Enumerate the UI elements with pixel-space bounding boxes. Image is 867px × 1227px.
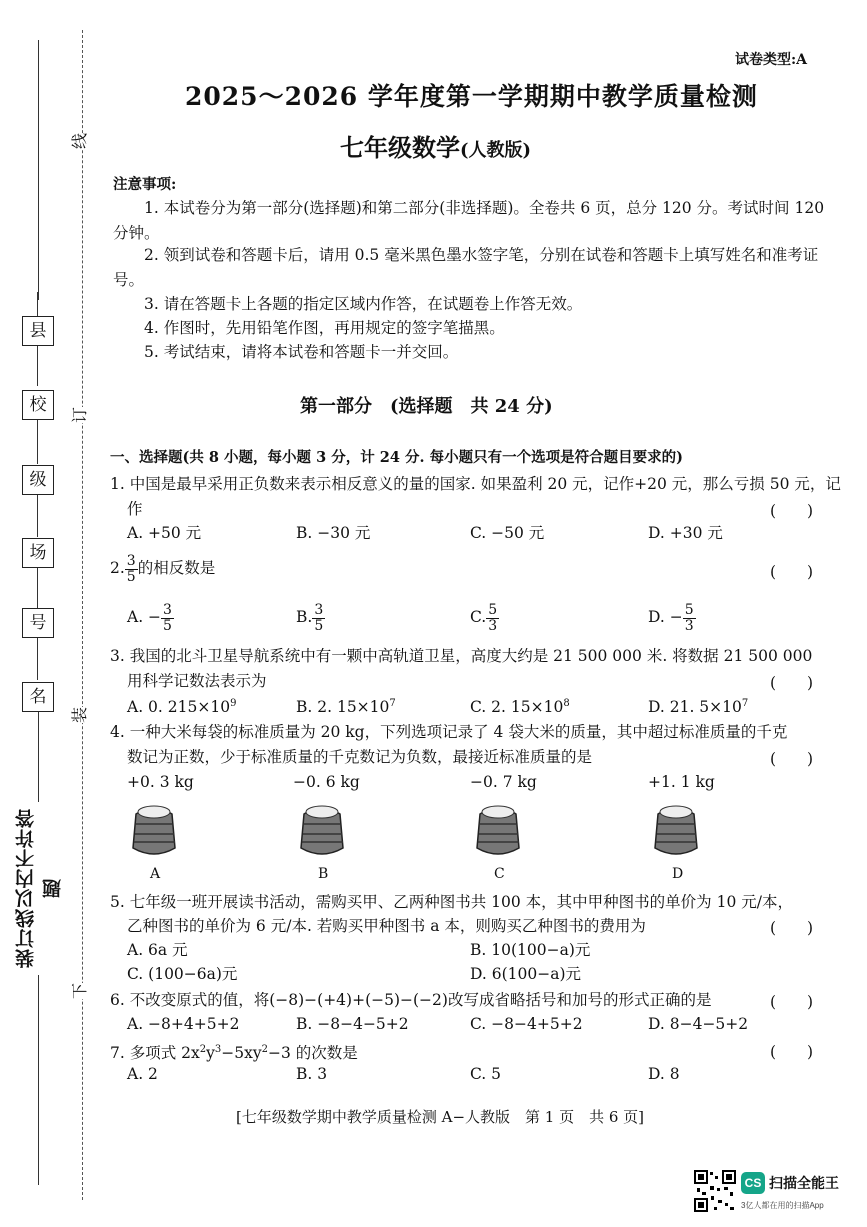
q5-stem-line2: 乙种图书的单价为 6 元/本. 若购买甲种图书 a 本，则购买乙种图书的费用为 [127, 917, 646, 935]
binding-solid-line-bottom [38, 975, 39, 1185]
note-3: 3. 请在答题卡上各题的指定区域内作答，在试题卷上作答无效。 [144, 295, 583, 313]
q7-option-b: B. 3 [296, 1065, 328, 1083]
margin-mark-zhuang: 装 [70, 706, 90, 724]
q4-weight-c: −0. 7 kg [470, 773, 537, 791]
q2-option-c-label: C. [470, 608, 487, 626]
exam-subtitle [340, 128, 531, 163]
q3-stem-line1: 3. 我国的北斗卫星导航系统中有一颗中高轨道卫星，高度大约是 21 500 000 米. 将数据 21 500 000 [110, 647, 813, 665]
q2-frac-num: 3 [126, 552, 136, 569]
rice-bag-label-b: B [318, 866, 329, 882]
q7-exp1: 2 [199, 1044, 207, 1055]
q3-option-d [648, 694, 748, 717]
note-1: 1. 本试卷分为第一部分(选择题)和第二部分(非选择题)。全卷共 6 页，总分 120 分。考试时间 120 分钟。 [113, 199, 825, 242]
q7-exp2: 3 [214, 1044, 222, 1055]
q1-option-c: C. −50 元 [470, 524, 545, 542]
section-heading: 一、选择题(共 8 小题，每小题 3 分，计 24 分. 每小题只有一个选项是符合题目要求的) [110, 449, 683, 466]
q5-stem-line1: 5. 七年级一班开展读书活动，需购买甲、乙两种图书共 100 本，其中甲种图书的单价为 10 元/本， [110, 893, 793, 911]
field-exam-room: 场 [22, 538, 54, 568]
q3-option-a [127, 694, 236, 717]
q7-stem-suffix: −3 的次数是 [268, 1044, 358, 1063]
q7-option-a: A. 2 [127, 1065, 158, 1083]
q2-option-a-label: A. − [127, 608, 162, 626]
rice-bag-image-c [474, 800, 522, 858]
q6-option-b: B. −8−4−5+2 [296, 1015, 409, 1033]
field-line [37, 568, 38, 608]
q2-option-b [296, 600, 325, 634]
q7-stem-mid1: y [206, 1044, 215, 1063]
q2-option-c-fraction [486, 603, 499, 634]
subtitle-main: 七年级数学 [340, 133, 460, 162]
q3-answer-paren: ( ) [770, 674, 814, 692]
field-line [37, 346, 38, 386]
q5-answer-paren: ( ) [770, 919, 814, 937]
part1-title: 第一部分 (选择题 共 24 分) [300, 396, 553, 417]
q2-option-b-label: B. [296, 608, 313, 626]
field-number: 号 [22, 608, 54, 638]
frac-num: 3 [314, 601, 324, 618]
margin-mark-ding: 订 [70, 406, 90, 424]
rice-bag-label-d: D [672, 866, 684, 882]
q2-stem [110, 551, 215, 585]
q6-stem: 6. 不改变原式的值，将(−8)−(+4)+(−5)−(−2)改写成省略括号和加号的形式正确的是 [110, 991, 712, 1009]
q6-answer-paren: ( ) [770, 993, 814, 1011]
field-line [37, 495, 38, 537]
q3-option-a-exp: 9 [230, 698, 237, 709]
q7-stem-mid2: −5xy [221, 1044, 262, 1063]
q2-option-c [470, 600, 499, 634]
q2-frac-den: 5 [126, 568, 136, 585]
q4-stem-line1: 4. 一种大米每袋的标准质量为 20 kg，下列选项记录了 4 袋大米的质量，其中超过标准质量的千克 [110, 723, 788, 741]
q2-number: 2. [110, 559, 125, 577]
q1-answer-paren: ( ) [770, 502, 814, 520]
q3-option-b-exp: 7 [389, 698, 396, 709]
q2-option-d-fraction [683, 603, 696, 634]
q3-option-b [296, 694, 396, 717]
frac-num: 5 [488, 601, 498, 618]
rice-bag-image-a [130, 800, 178, 858]
q2-option-d [648, 600, 696, 634]
frac-den: 5 [163, 617, 172, 634]
q5-option-b: B. 10(100−a)元 [470, 941, 591, 959]
q7-exp3: 2 [261, 1044, 268, 1055]
margin-mark-xia: 下 [70, 982, 90, 1000]
notes-heading: 注意事项: [113, 176, 177, 193]
q1-option-d: D. +30 元 [648, 524, 723, 542]
q2-option-b-fraction [312, 603, 325, 634]
q1-stem-line1: 1. 中国是最早采用正负数来表示相反意义的量的国家. 如果盈利 20 元，记作+20 元，那么亏损 50 元，记 [110, 475, 841, 493]
scanner-brand: 扫描全能王 [769, 1175, 839, 1191]
q5-option-c: C. (100−6a)元 [127, 965, 238, 983]
q3-option-c-exp: 8 [563, 698, 570, 709]
q3-option-d-base: D. 21. 5×10 [648, 698, 742, 717]
q5-option-a: A. 6a 元 [127, 941, 188, 959]
field-name: 名 [22, 682, 54, 712]
q3-option-a-base: A. 0. 215×10 [127, 698, 231, 717]
frac-num: 3 [163, 601, 172, 618]
page-footer: [七年级数学期中教学质量检测 A−人教版 第 1 页 共 6 页] [236, 1108, 645, 1126]
q3-stem-line2: 用科学记数法表示为 [127, 672, 267, 690]
q3-option-d-exp: 7 [741, 698, 749, 709]
frac-den: 5 [314, 617, 324, 634]
binding-solid-line-top [38, 40, 39, 300]
q4-weight-a: +0. 3 kg [127, 773, 194, 791]
q2-option-a-fraction [161, 603, 174, 634]
q3-option-c [470, 694, 570, 717]
q7-option-d: D. 8 [648, 1065, 680, 1083]
rice-bag-label-a: A [150, 866, 161, 882]
q1-option-b: B. −30 元 [296, 524, 371, 542]
field-grade: 级 [22, 465, 54, 495]
q7-stem [110, 1040, 358, 1063]
q7-stem-prefix: 7. 多项式 2x [110, 1044, 200, 1063]
paper-type: 试卷类型:A [735, 52, 808, 68]
qr-code-icon [694, 1170, 736, 1212]
scanner-tagline: 3亿人都在用的扫描App [741, 1201, 824, 1210]
q3-option-b-base: B. 2. 15×10 [296, 698, 390, 717]
q3-option-c-base: C. 2. 15×10 [470, 698, 564, 717]
q1-stem-line2: 作 [127, 500, 143, 518]
margin-mark-xian: 线 [70, 132, 90, 150]
q2-option-d-label: D. − [648, 608, 683, 626]
rice-bag-image-d [652, 800, 700, 858]
q1-option-a: A. +50 元 [127, 524, 202, 542]
q6-option-d: D. 8−4−5+2 [648, 1015, 749, 1033]
q6-option-c: C. −8−4+5+2 [470, 1015, 583, 1033]
scanner-logo-icon: CS [741, 1172, 765, 1194]
note-2: 2. 领到试卷和答题卡后，请用 0.5 毫米黑色墨水签字笔，分别在试卷和答题卡上填写姓名和准考证号。 [113, 246, 819, 289]
binding-solid-line-mid [38, 712, 39, 802]
q2-fraction [125, 554, 138, 585]
binding-dashed-line [82, 30, 83, 1200]
frac-den: 3 [488, 617, 498, 634]
q2-answer-paren: ( ) [770, 563, 814, 581]
exam-title: 2025～2026 学年度第一学期期中教学质量检测 [185, 82, 758, 111]
field-county: 县 [22, 316, 54, 346]
frac-num: 5 [684, 601, 694, 618]
field-school: 校 [22, 390, 54, 420]
q2-option-a [127, 600, 174, 634]
frac-den: 3 [684, 617, 694, 634]
q5-option-d: D. 6(100−a)元 [470, 965, 581, 983]
q2-stem-tail: 的相反数是 [137, 559, 216, 577]
q7-option-c: C. 5 [470, 1065, 502, 1083]
subtitle-edition: (人教版) [460, 140, 532, 161]
field-line [37, 638, 38, 680]
q6-option-a: A. −8+4+5+2 [127, 1015, 240, 1033]
binding-warning: 装订线以内不许答题 [15, 808, 64, 968]
field-line [37, 420, 38, 464]
q4-weight-b: −0. 6 kg [293, 773, 360, 791]
rice-bag-label-c: C [494, 866, 505, 882]
rice-bag-image-b [298, 800, 346, 858]
note-5: 5. 考试结束，请将本试卷和答题卡一并交回。 [144, 343, 459, 361]
q4-answer-paren: ( ) [770, 750, 814, 768]
note-4: 4. 作图时，先用铅笔作图，再用规定的签字笔描黑。 [144, 319, 505, 337]
q4-weight-d: +1. 1 kg [648, 773, 715, 791]
q4-stem-line2: 数记为正数，少于标准质量的千克数记为负数，最接近标准质量的是 [127, 748, 593, 766]
q7-answer-paren: ( ) [770, 1043, 814, 1061]
